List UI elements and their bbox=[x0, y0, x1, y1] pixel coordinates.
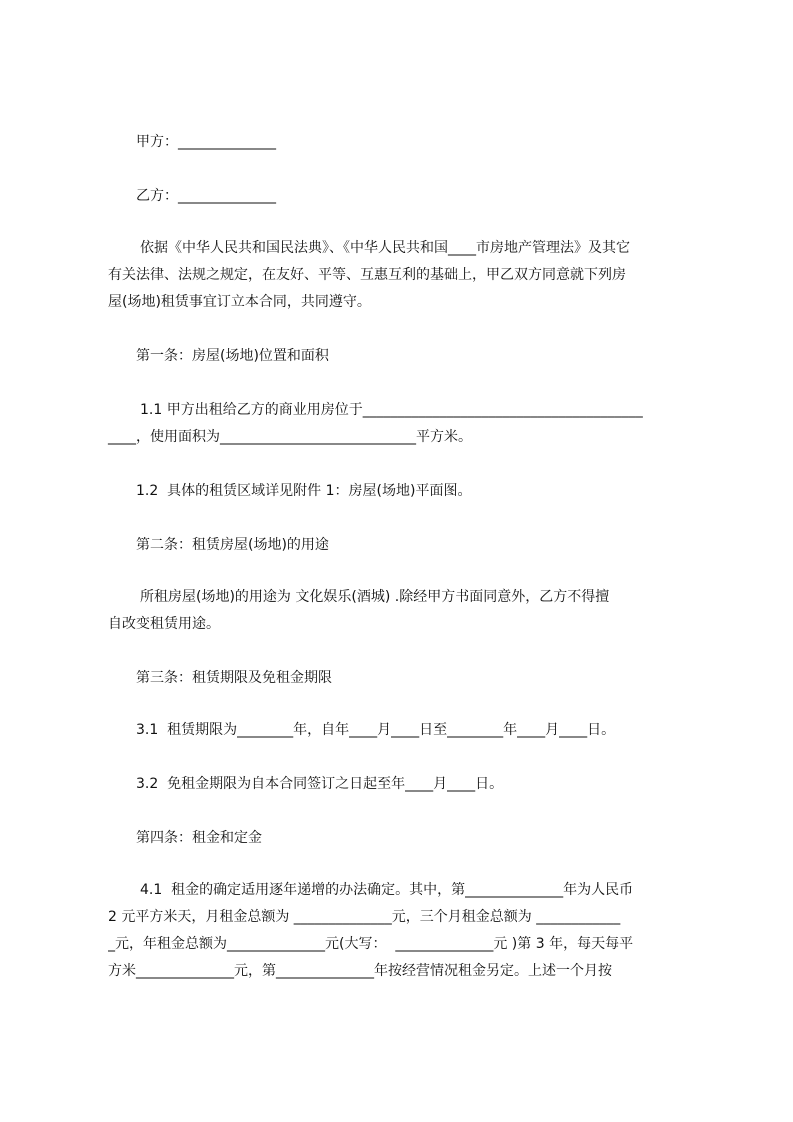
article-3-clause-1: 3.1 租赁期限为________年，自年____月____日至________年____月____日。 bbox=[136, 722, 616, 738]
article-4-line-4: 方米______________元，第______________年按经营情况租金另定。上述一个月按 bbox=[108, 963, 612, 979]
party-b-line: 乙方：______________ bbox=[136, 188, 276, 204]
article-2-heading: 第二条：租赁房屋(场地)的用途 bbox=[136, 537, 329, 553]
intro-line-3: 屋(场地)租赁事宜订立本合同，共同遵守。 bbox=[108, 294, 371, 310]
article-2-line-1: 所租房屋(场地)的用途为 文化娱乐(酒城) .除经甲方书面同意外，乙方不得擅 bbox=[140, 589, 610, 605]
intro-line-1: 依据《中华人民共和国民法典》、《中华人民共和国____市房地产管理法》及其它 bbox=[140, 240, 630, 256]
party-a-line: 甲方：______________ bbox=[136, 134, 276, 150]
article-3-clause-2: 3.2 免租金期限为自本合同签订之日起至年____月____日。 bbox=[136, 776, 504, 792]
intro-line-2: 有关法律、法规之规定，在友好、平等、互惠互利的基础上，甲乙双方同意就下列房 bbox=[108, 267, 626, 283]
article-1-clause-1-line-1: 1.1 甲方出租给乙方的商业用房位于________________________________________ bbox=[140, 402, 643, 418]
article-1-clause-1-line-2: ____，使用面积为____________________________平方米。 bbox=[108, 429, 472, 445]
article-4-line-3: _元，年租金总额为______________元(大写： ______________元 )第 3 年，每天每平 bbox=[108, 936, 634, 952]
article-4-heading: 第四条：租金和定金 bbox=[136, 830, 262, 846]
article-4-line-1: 4.1 租金的确定适用逐年递增的办法确定。其中，第______________年为人民币 bbox=[140, 882, 634, 898]
article-1-heading: 第一条：房屋(场地)位置和面积 bbox=[136, 348, 329, 364]
article-1-clause-2: 1.2 具体的租赁区域详见附件 1：房屋(场地)平面图。 bbox=[136, 483, 472, 499]
article-3-heading: 第三条：租赁期限及免租金期限 bbox=[136, 670, 332, 686]
article-2-line-2: 自改变租赁用途。 bbox=[108, 616, 220, 632]
article-4-line-2: 2 元平方米天，月租金总额为 ______________元，三个月租金总额为 ____________ bbox=[108, 909, 621, 925]
